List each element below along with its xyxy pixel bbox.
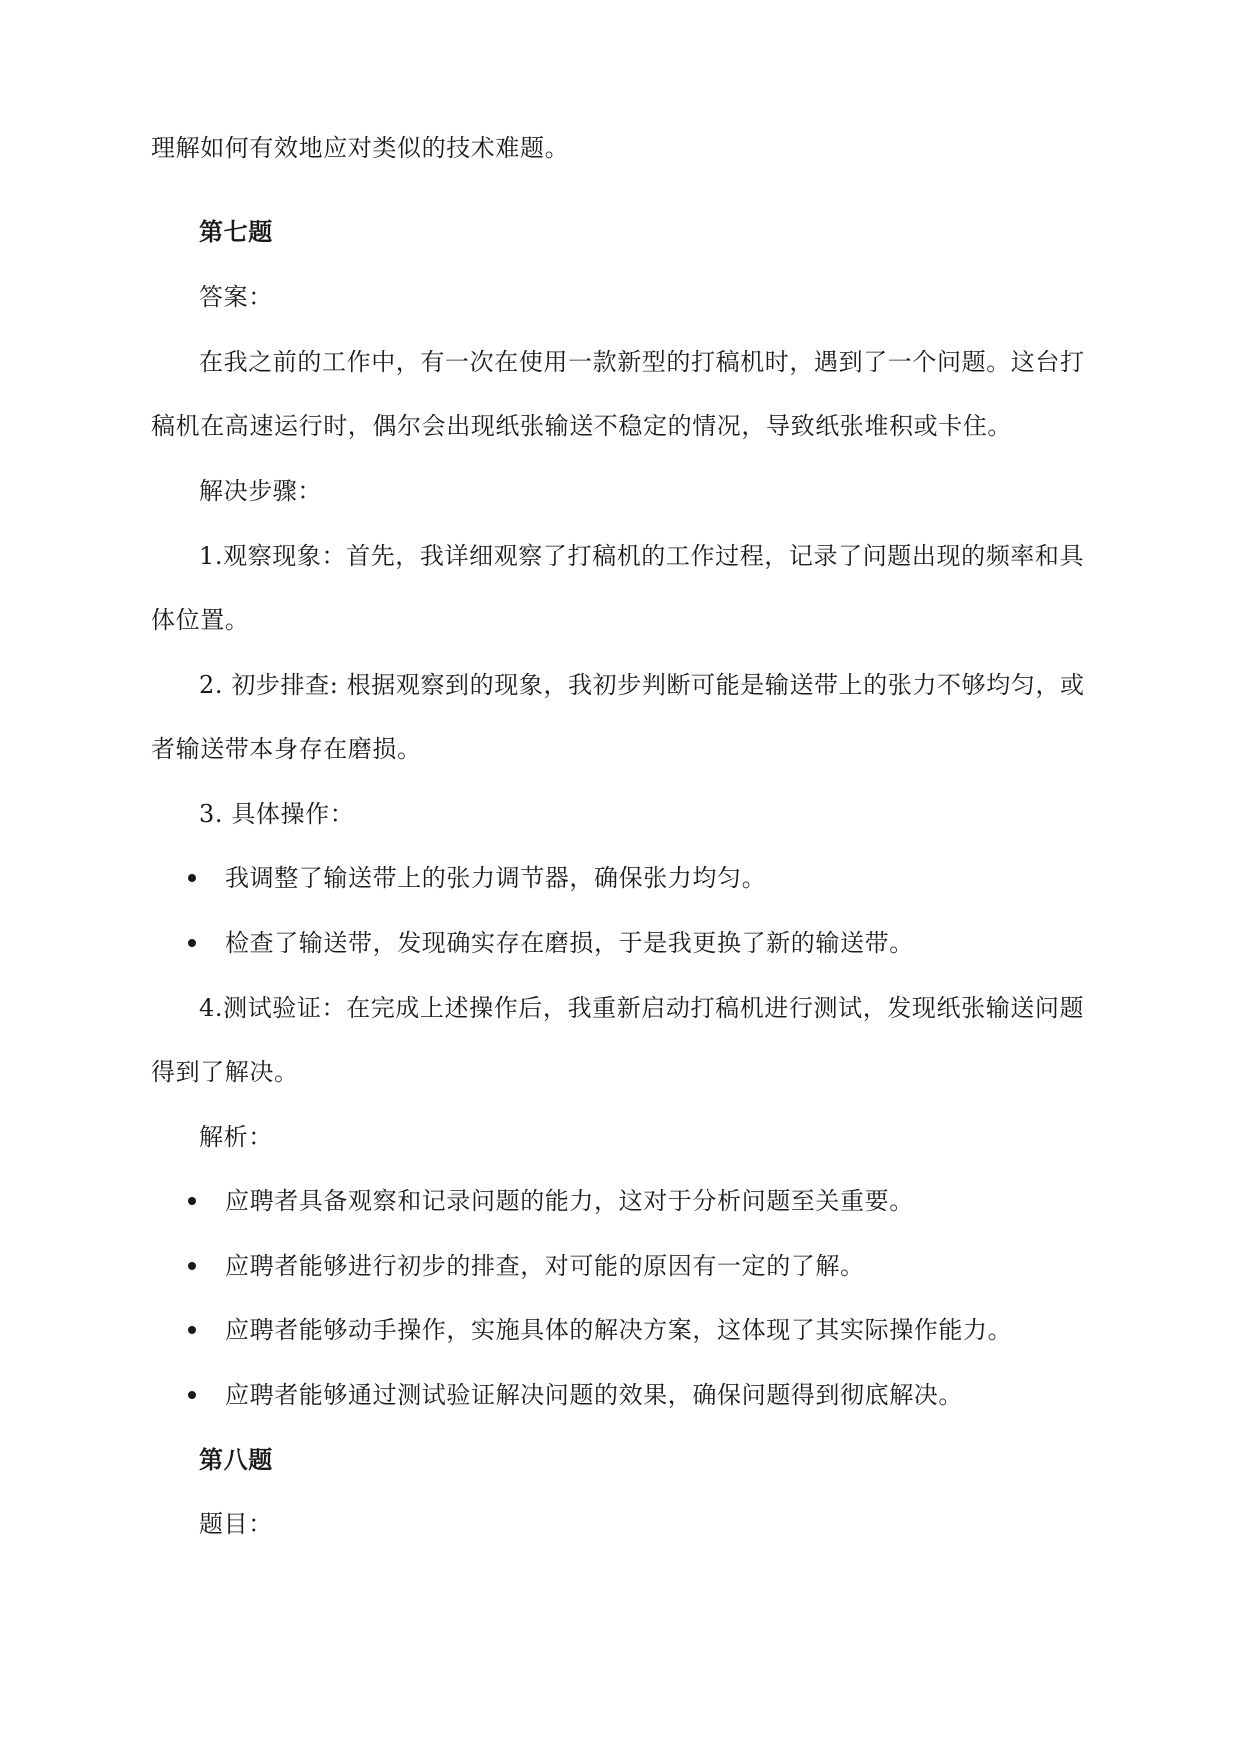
step-4-line-2: 得到了解决。: [151, 1058, 299, 1086]
step-3-label: 3. 具体操作：: [199, 800, 355, 828]
step-1-line-2: 体位置。: [151, 606, 250, 634]
list-item: 应聘者具备观察和记录问题的能力，这对于分析问题至关重要。: [225, 1187, 914, 1215]
list-item: 检查了输送带，发现确实存在磨损，于是我更换了新的输送带。: [225, 929, 914, 957]
q7-answer-label: 答案：: [199, 283, 273, 311]
intro-tail-paragraph: 理解如何有效地应对类似的技术难题。: [151, 134, 570, 162]
list-item: 应聘者能够通过测试验证解决问题的效果，确保问题得到彻底解决。: [225, 1381, 963, 1409]
bullet-dot-icon: [188, 1262, 196, 1270]
bullet-dot-icon: [188, 939, 196, 947]
q8-topic-label: 题目：: [199, 1510, 273, 1538]
step-4-line-1: 4.测试验证：在完成上述操作后，我重新启动打稿机进行测试，发现纸张输送问题: [199, 994, 1085, 1022]
q7-steps-label: 解决步骤：: [199, 477, 322, 505]
bullet-dot-icon: [188, 874, 196, 882]
bullet-dot-icon: [188, 1391, 196, 1399]
step-1-line-1: 1.观察现象：首先，我详细观察了打稿机的工作过程，记录了问题出现的频率和具: [199, 542, 1085, 570]
q7-story-line-1: 在我之前的工作中，有一次在使用一款新型的打稿机时，遇到了一个问题。这台打: [199, 348, 1085, 376]
analysis-label: 解析：: [199, 1123, 273, 1151]
bullet-dot-icon: [188, 1326, 196, 1334]
question-7-heading: 第七题: [199, 217, 273, 246]
question-8-heading: 第八题: [199, 1445, 273, 1474]
list-item: 应聘者能够动手操作，实施具体的解决方案，这体现了其实际操作能力。: [225, 1316, 1013, 1344]
list-item: 应聘者能够进行初步的排查，对可能的原因有一定的了解。: [225, 1252, 865, 1280]
step-2-line-2: 者输送带本身存在磨损。: [151, 735, 422, 763]
step-2-line-1: 2. 初步排查: 根据观察到的现象，我初步判断可能是输送带上的张力不够均匀，或: [199, 671, 1085, 699]
bullet-dot-icon: [188, 1197, 196, 1205]
list-item: 我调整了输送带上的张力调节器，确保张力均匀。: [225, 864, 767, 892]
q7-story-line-2: 稿机在高速运行时，偶尔会出现纸张输送不稳定的情况，导致纸张堆积或卡住。: [151, 412, 1012, 440]
